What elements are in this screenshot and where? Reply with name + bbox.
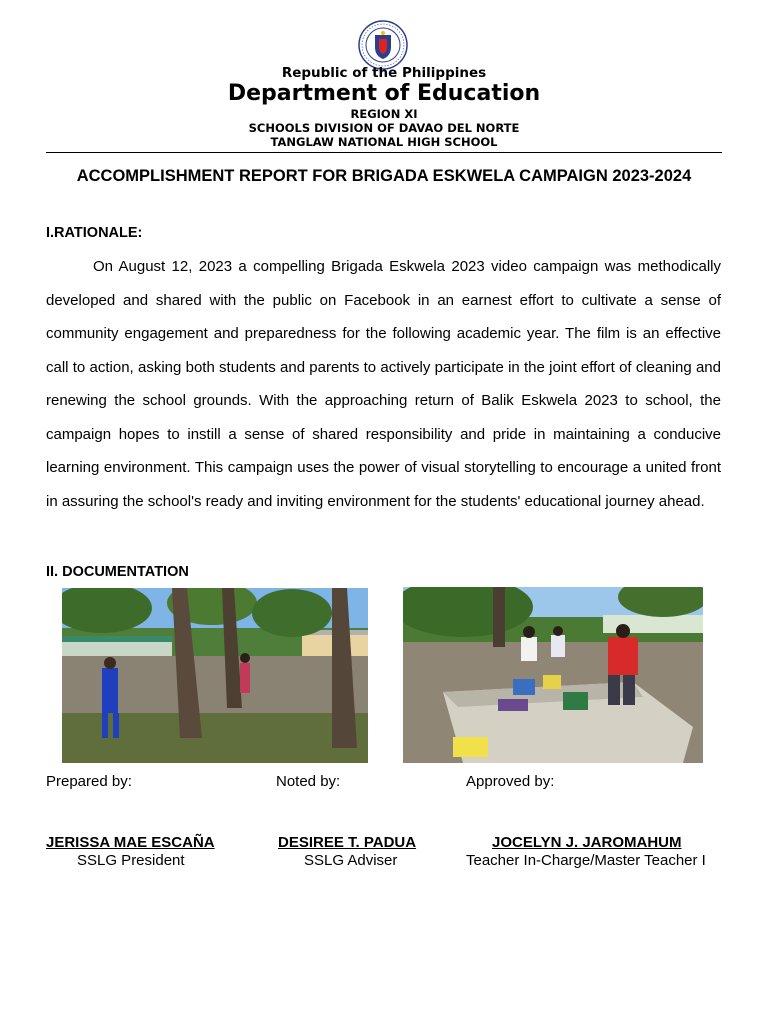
prepared-by-label: Prepared by: bbox=[46, 773, 132, 790]
header-divider bbox=[46, 152, 722, 153]
rationale-heading: I.RATIONALE: bbox=[46, 225, 143, 241]
noted-by-label: Noted by: bbox=[276, 773, 341, 790]
prepared-by-role: SSLG President bbox=[77, 852, 185, 869]
approved-by-role: Teacher In-Charge/Master Teacher I bbox=[466, 852, 706, 869]
division-line: SCHOOLS DIVISION OF DAVAO DEL NORTE bbox=[248, 121, 520, 135]
documentation-heading: II. DOCUMENTATION bbox=[46, 564, 189, 580]
school-name: TANGLAW NATIONAL HIGH SCHOOL bbox=[270, 135, 498, 149]
republic-line: Republic of the Philippines bbox=[281, 65, 487, 81]
report-title: ACCOMPLISHMENT REPORT FOR BRIGADA ESKWELA CAMPAIGN 2023-2024 bbox=[76, 167, 692, 185]
noted-by-role: SSLG Adviser bbox=[304, 852, 398, 869]
approved-by-name: JOCELYN J. JAROMAHUM bbox=[492, 834, 682, 851]
documentation-photo-cleanup bbox=[403, 587, 703, 763]
rationale-paragraph: On August 12, 2023 a compelling Brigada Eskwela 2023 video campaign was methodically developed and shared with the public on Facebook in an earnest effort to cultivate a sense of community engagement and preparedness for the following academic year. The film is an effective call to action, asking both students and parents to actively participate in the joint effort of cleaning and renewing the school grounds. With the approaching return of Balik Eskwela 2023 to school, the campaign hopes to instill a sense of shared responsibility and pride in maintaining a conducive learning environment. This campaign uses the power of visual storytelling to encourage a united front in assuring the school's ready and inviting environment for the students' educational journey ahead. bbox=[46, 258, 721, 510]
deped-seal-icon bbox=[358, 20, 408, 70]
region-line: REGION XI bbox=[350, 107, 418, 121]
department-name: Department of Education bbox=[227, 81, 541, 106]
documentation-photo-sweeping bbox=[62, 588, 368, 763]
approved-by-label: Approved by: bbox=[466, 773, 555, 790]
noted-by-name: DESIREE T. PADUA bbox=[278, 834, 417, 851]
prepared-by-name: JERISSA MAE ESCAÑA bbox=[46, 834, 215, 851]
